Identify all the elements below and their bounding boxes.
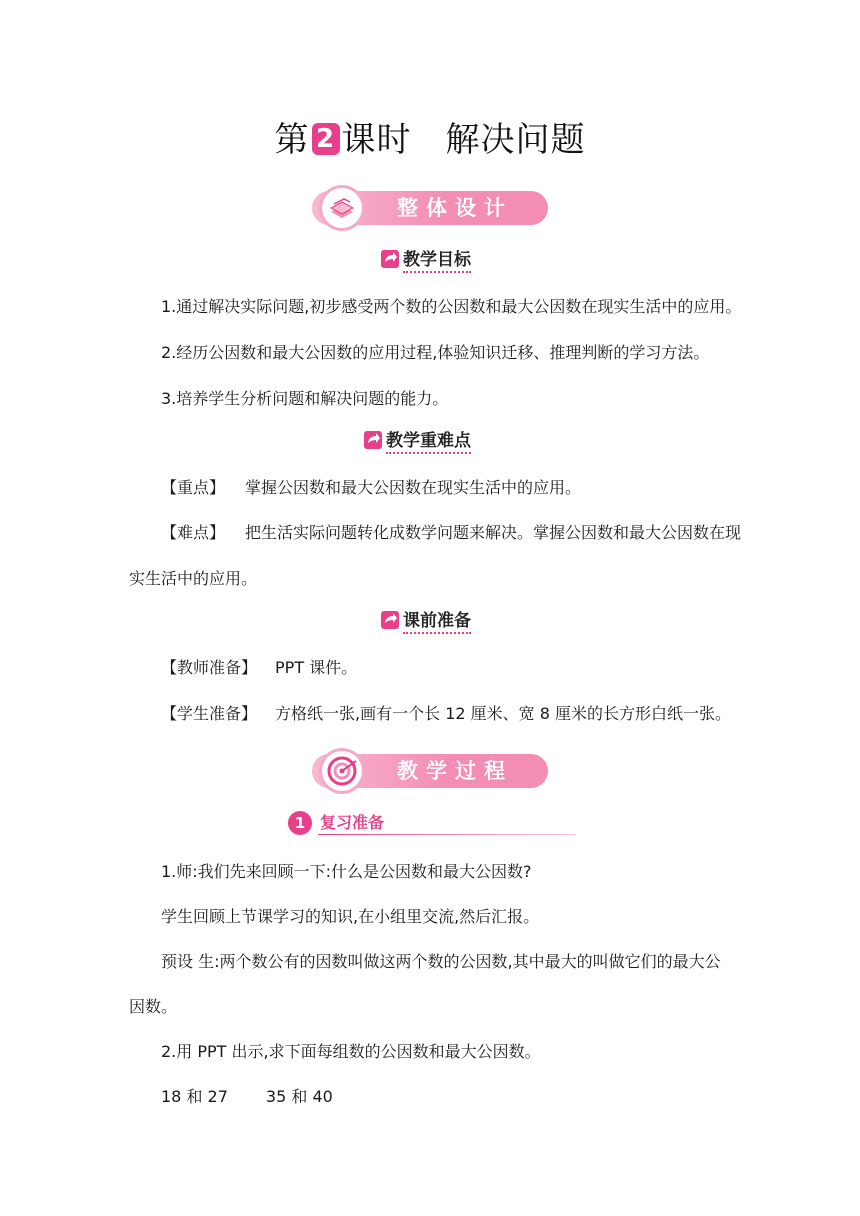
page-title xyxy=(0,118,860,162)
section-teaching-goals: 教学目标 xyxy=(381,247,471,273)
key-point-text: 掌握公因数和最大公因数在现实生活中的应用。 xyxy=(245,478,582,497)
review-paragraph: 学生回顾上节课学习的知识,在小组里交流,然后汇报。 xyxy=(161,907,540,926)
lesson-number-badge: 2 xyxy=(312,123,340,155)
banner-teaching-process xyxy=(312,754,548,788)
difficult-point-continuation: 实生活中的应用。 xyxy=(129,569,258,588)
difficult-point-text: 把生活实际问题转化成数学问题来解决。掌握公因数和最大公因数在现 xyxy=(245,523,742,542)
difficult-point-row xyxy=(161,521,741,545)
goal-item: 1.通过解决实际问题,初步感受两个数的公因数和最大公因数在现实生活中的应用。 xyxy=(161,297,742,316)
arrow-icon xyxy=(381,250,399,268)
student-prep-text: 方格纸一张,画有一个长 12 厘米、宽 8 厘米的长方形白纸一张。 xyxy=(275,704,731,723)
section-key-points: 教学重难点 xyxy=(364,428,471,454)
target-icon xyxy=(322,751,362,791)
review-paragraph-continuation: 因数。 xyxy=(129,997,178,1016)
section-preparation: 课前准备 xyxy=(381,608,471,634)
teacher-prep-row xyxy=(161,656,357,680)
title-topic: 解决问题 xyxy=(445,120,586,160)
title-prefix: 第 xyxy=(274,120,310,160)
key-point-label: 【重点】 xyxy=(161,478,226,497)
books-icon xyxy=(322,188,362,228)
review-question-2: 2.用 PPT 出示,求下面每组数的公因数和最大公因数。 xyxy=(161,1042,541,1061)
goal-item: 2.经历公因数和最大公因数的应用过程,体验知识迁移、推理判断的学习方法。 xyxy=(161,343,710,362)
banner-label: 教学过程 xyxy=(397,759,513,783)
title-suffix: 课时 xyxy=(341,120,412,160)
student-prep-label: 【学生准备】 xyxy=(161,704,258,723)
review-paragraph: 预设 生:两个数公有的因数叫做这两个数的公因数,其中最大的叫做它们的最大公 xyxy=(161,952,721,971)
review-question-1: 1.师:我们先来回顾一下:什么是公因数和最大公因数? xyxy=(161,862,532,881)
goal-item: 3.培养学生分析问题和解决问题的能力。 xyxy=(161,389,449,408)
student-prep-row xyxy=(161,702,731,726)
number-pair: 18 和 27 xyxy=(161,1087,228,1106)
arrow-icon xyxy=(364,431,382,449)
banner-overall-design xyxy=(312,191,548,225)
arrow-icon xyxy=(381,611,399,629)
teacher-prep-text: PPT 课件。 xyxy=(275,658,358,677)
teacher-prep-label: 【教师准备】 xyxy=(161,658,258,677)
banner-label: 整体设计 xyxy=(397,196,513,220)
step-number: 1 xyxy=(288,811,312,835)
key-point-row xyxy=(161,476,581,500)
difficult-point-label: 【难点】 xyxy=(161,523,226,542)
number-pair-row xyxy=(161,1085,333,1109)
step-title: 复习准备 xyxy=(320,813,385,832)
number-pair: 35 和 40 xyxy=(265,1087,333,1106)
